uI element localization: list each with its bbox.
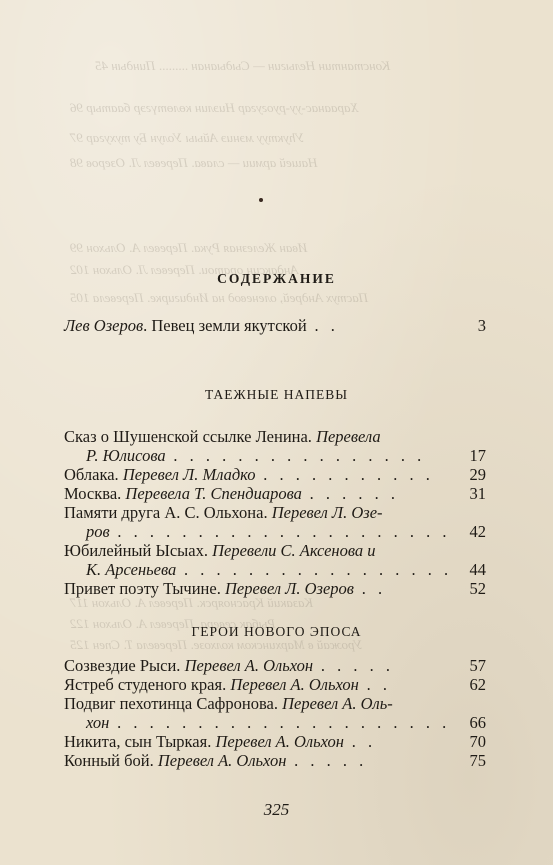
toc-entry-continuation — [64, 522, 482, 542]
entry-page: 44 — [469, 560, 486, 579]
entry-translator: Перевел А. Ольхон — [157, 751, 287, 770]
entry-title: Созвездие Рыси. — [64, 656, 185, 675]
show-through-text: Пастух Андрей, оленевод на Индигирке. Перевела 105 — [70, 290, 369, 305]
show-through-text: Урожай в Мархинском колхозе. Перевела Т. Спен 125 — [70, 637, 363, 652]
entry-translator: Перевела — [316, 427, 381, 446]
page-title: СОДЕРЖАНИЕ — [217, 271, 336, 286]
leader-dots: . . . . . — [286, 751, 368, 770]
toc-entry — [64, 694, 460, 714]
entry-title: Облака. — [64, 465, 123, 484]
entry-title: Сказ о Шушенской ссылке Ленина. — [64, 427, 317, 446]
toc-entry — [64, 484, 460, 504]
toc-entry — [64, 541, 460, 561]
toc-entry-continuation — [64, 713, 482, 733]
entry-title: Москва. — [64, 484, 126, 503]
entry-title: Конный бой. — [64, 751, 158, 770]
entry-title: Подвиг пехотинца Сафронова. — [64, 694, 283, 713]
section-heading-taiga: ТАЕЖНЫЕ НАПЕВЫ — [204, 387, 349, 402]
entry-author: Лев Озеров — [64, 316, 144, 335]
show-through-text: Рыбак севера. Перевел А. Ольхон 122 — [70, 616, 276, 631]
toc-entry — [64, 675, 460, 695]
leader-dots: . . . . . . . . . . . . . . . . . — [176, 560, 453, 579]
entry-page: 3 — [477, 316, 486, 335]
entry-translator: Перевела Т. Спендиарова — [125, 484, 302, 503]
toc-entry-continuation — [64, 446, 482, 466]
leader-dots: . . . . . — [313, 656, 395, 675]
show-through-text: Нашей армии — слава. Перевел Л. Озеров 98 — [70, 155, 318, 170]
entry-page: 57 — [469, 656, 486, 675]
entry-translator: Перевел А. Ольхон — [184, 656, 314, 675]
toc-entry — [64, 427, 460, 447]
page-number: 325 — [263, 800, 290, 819]
leader-dots: . . — [306, 316, 340, 335]
toc-entry — [64, 751, 460, 771]
entry-page: 70 — [469, 732, 486, 751]
show-through-text: Казакий Красноярск. Перевел А. Ольхон 117 — [70, 595, 314, 610]
entry-translator: Перевел Л. Озеров — [224, 579, 354, 598]
entry-translator: К. Арсеньева — [86, 560, 177, 579]
show-through-text: Уһуктуу мэниэ Айыы Уолун Бу тухугар 97 — [70, 130, 305, 145]
leader-dots: . . . . . . . . . . . . . . . . — [165, 446, 426, 465]
ink-dot — [259, 198, 263, 202]
entry-page: 62 — [469, 675, 486, 694]
entry-translator: Перевел Л. Младко — [122, 465, 256, 484]
entry-page: 17 — [469, 446, 486, 465]
entry-translator: Перевел А. Ольхон — [230, 675, 359, 694]
show-through-text: Константин Нелыгин — Сыдыанан ......... Пиндын 45 — [95, 58, 391, 73]
entry-translator: Перевели С. Аксенова и — [212, 541, 376, 560]
entry-translator: хон — [86, 713, 110, 732]
show-through-text: Хараанас-уу-руогугар Ниэлин көлөтүгэр баатыр 96 — [70, 100, 359, 115]
section-heading-heroes: ГЕРОИ НОВОГО ЭПОСА — [191, 624, 362, 639]
entry-page: 52 — [469, 579, 486, 598]
toc-entry — [64, 465, 460, 485]
entry-page: 31 — [469, 484, 486, 503]
entry-translator: Перевел А. Ольхон — [215, 732, 344, 751]
entry-title: Памяти друга А. С. Ольхона. — [64, 503, 272, 522]
leader-dots: . . . . . . — [301, 484, 400, 503]
entry-title: Ястреб студеного края. — [64, 675, 231, 694]
leader-dots: . . . . . . . . . . . . . . . . . . . . . — [109, 713, 451, 732]
entry-translator: Перевел А. Оль- — [282, 694, 393, 713]
leader-dots: . . . . . . . . . . . — [255, 465, 435, 484]
leader-dots: . . — [353, 579, 387, 598]
entry-title: Никита, сын Тыркая. — [64, 732, 216, 751]
leader-dots: . . . . . . . . . . . . . . . . . . . . . — [109, 522, 451, 541]
leader-dots: . . — [343, 732, 377, 751]
toc-entry-continuation — [64, 560, 482, 580]
show-through-text: Андаксин оратои. Перевел Л. Ольхон 102 — [70, 262, 299, 277]
toc-entry — [64, 732, 460, 752]
entry-title: . Певец земли якутской — [143, 316, 307, 335]
entry-page: 42 — [469, 522, 486, 541]
entry-page: 29 — [469, 465, 486, 484]
toc-entry — [64, 579, 460, 599]
toc-entry — [64, 656, 460, 676]
entry-page: 75 — [469, 751, 486, 770]
toc-entry-intro — [64, 316, 460, 336]
entry-title: Юбилейный Ысыах. — [64, 541, 213, 560]
show-through-text: Иван Железная Рука. Перевел А. Ольхон 99 — [70, 240, 308, 255]
entry-page: 66 — [469, 713, 486, 732]
leader-dots: . . — [358, 675, 392, 694]
entry-translator: ров — [86, 522, 110, 541]
entry-translator: Р. Юлисова — [86, 446, 166, 465]
toc-entry — [64, 503, 460, 523]
entry-title: Привет поэту Тычине. — [64, 579, 225, 598]
entry-translator: Перевел Л. Озе- — [271, 503, 383, 522]
